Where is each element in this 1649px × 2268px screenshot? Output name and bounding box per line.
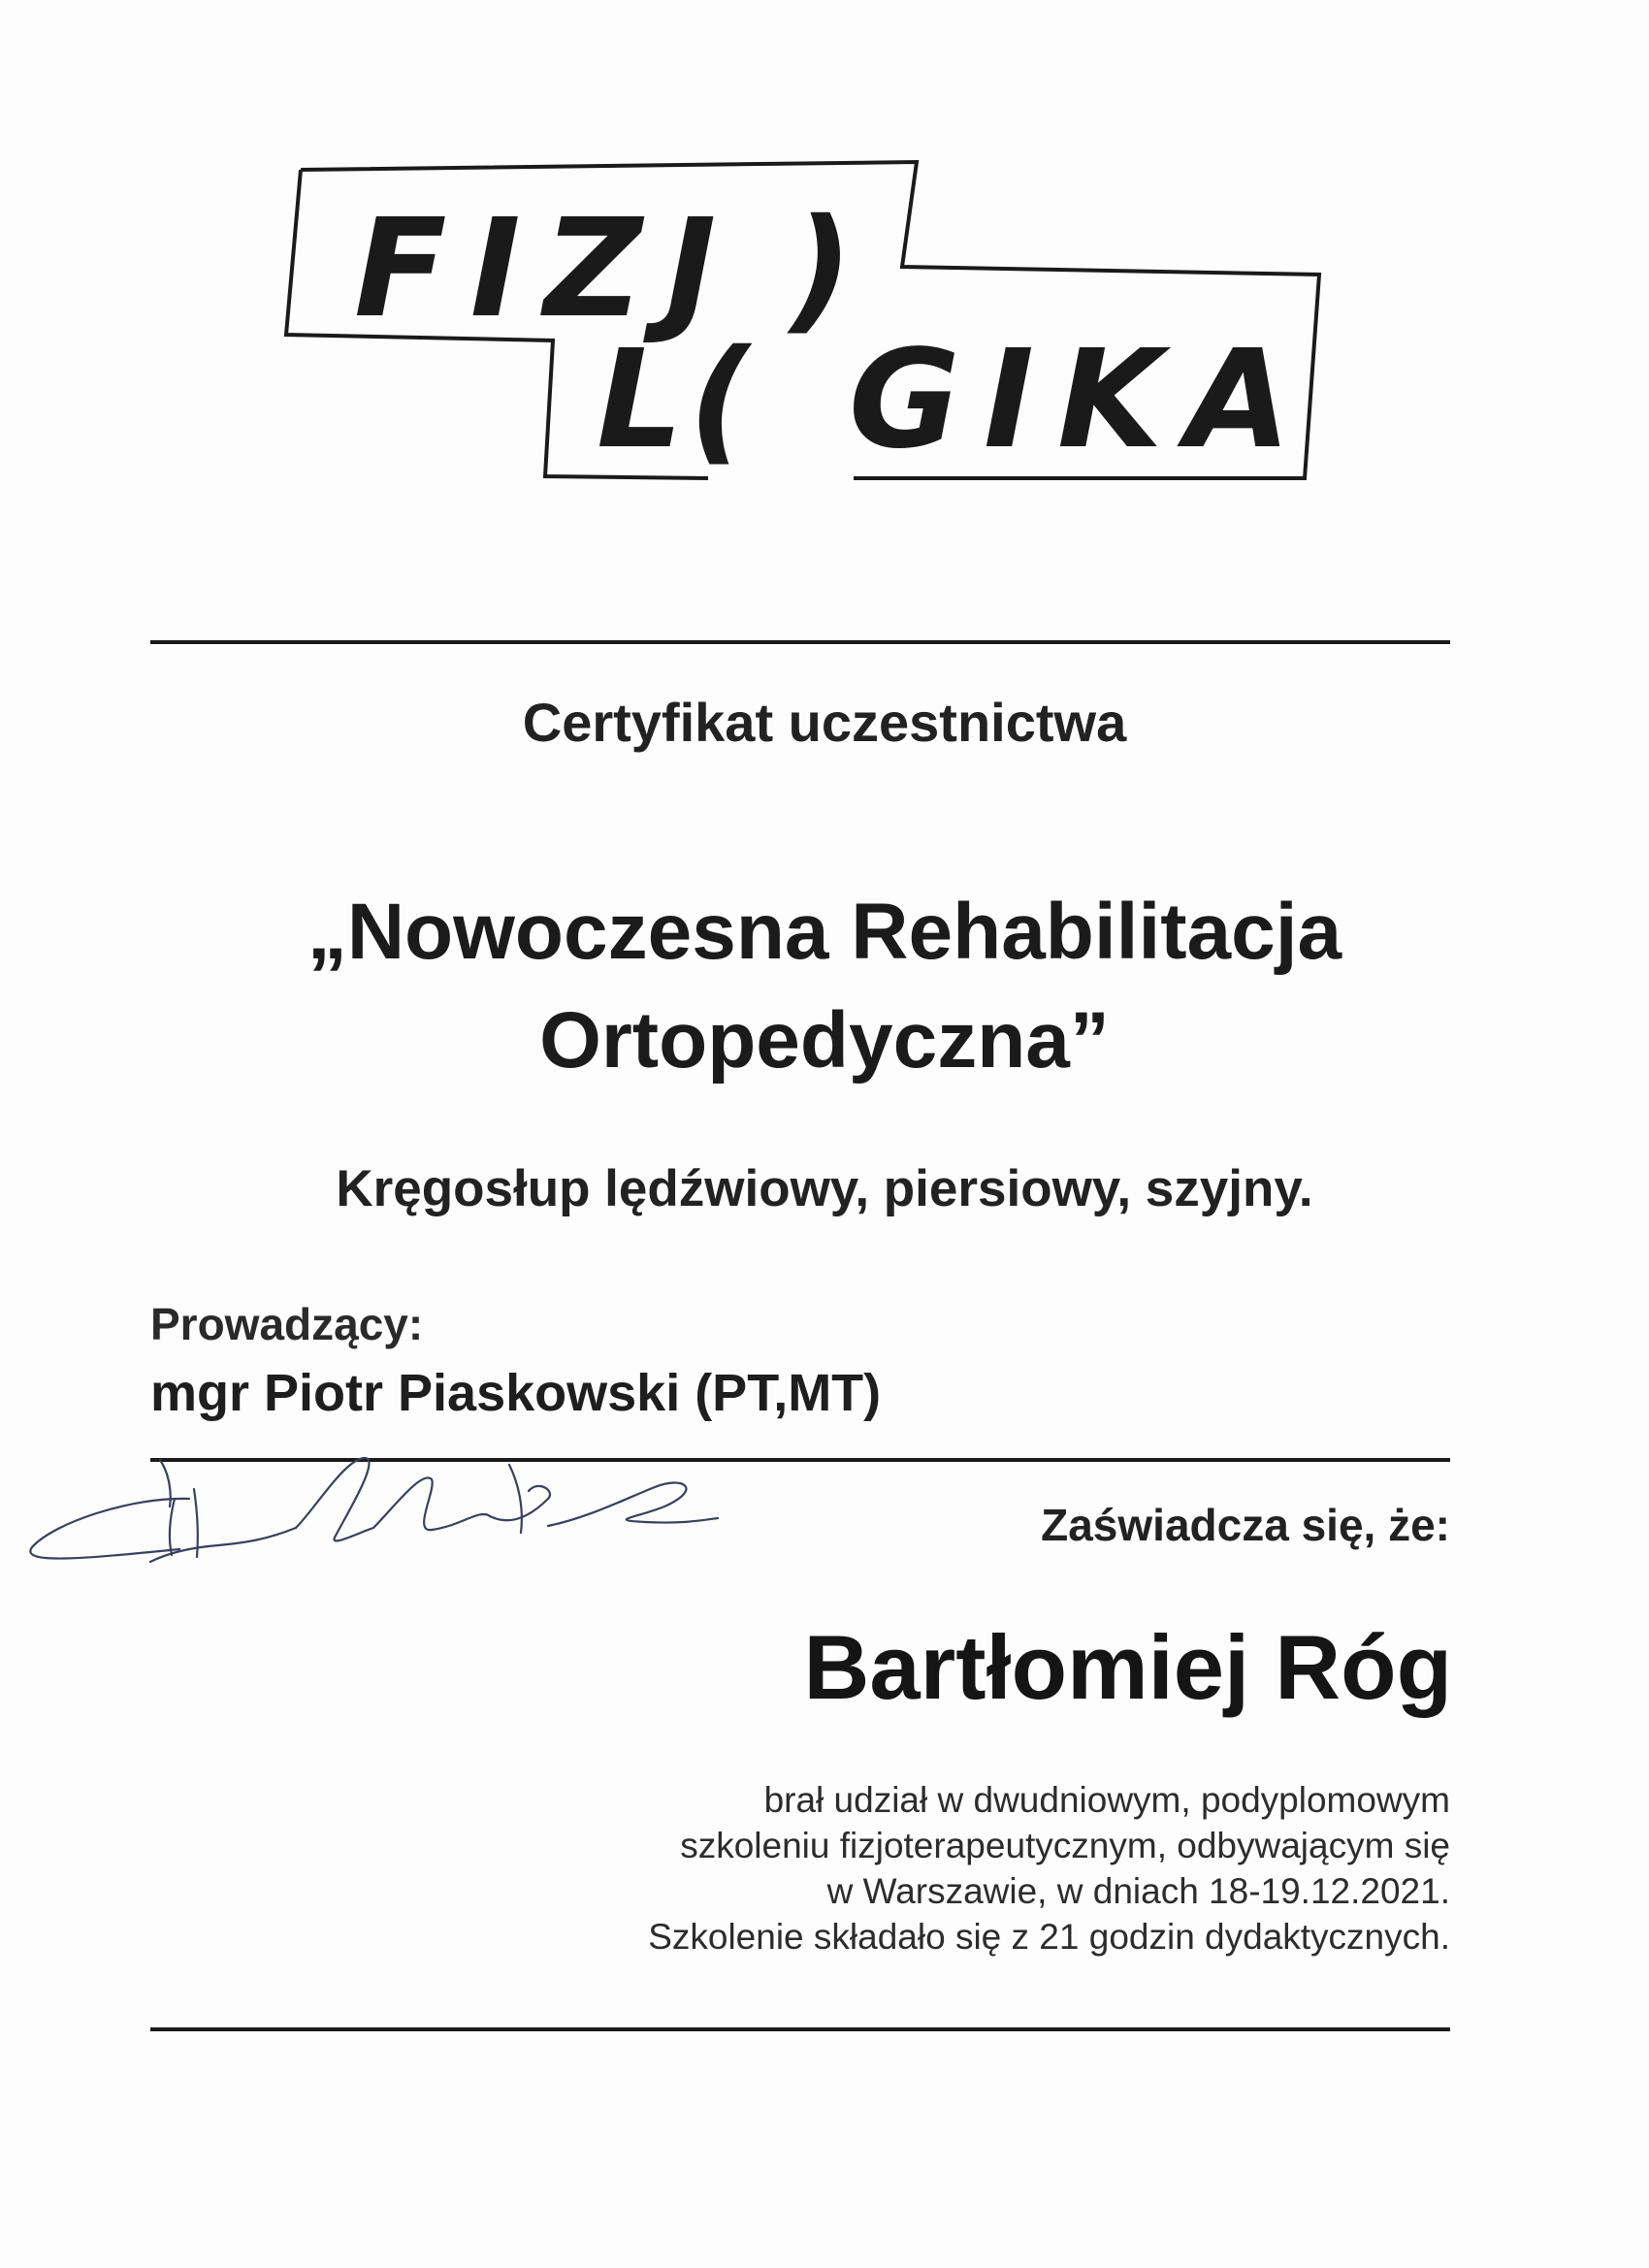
divider-top: [150, 640, 1450, 644]
svg-text:FIZJ: FIZJ: [354, 190, 740, 348]
course-name: [146, 878, 1504, 1095]
svg-text:): ): [791, 190, 853, 348]
course-name-line-2: Ortopedyczna”: [539, 996, 1110, 1085]
certificate-title: Certyfikat uczestnictwa: [522, 692, 1127, 753]
recipient-name: Bartłomiej Róg: [803, 1616, 1452, 1718]
course-subtitle: Kręgosłup lędźwiowy, piersiowy, szyjny.: [336, 1160, 1313, 1217]
certificate-description: [480, 1777, 1450, 1960]
description-line: w Warszawie, w dniach 18-19.12.2021.: [826, 1871, 1450, 1911]
svg-text:GIKA: GIKA: [849, 321, 1314, 479]
course-name-line-1: „Nowoczesna Rehabilitacja: [307, 888, 1342, 976]
handwritten-signature: [24, 1441, 723, 1596]
fizjologika-logo: [262, 150, 1339, 500]
attestation-label: Zaświadcza się, że:: [1041, 1500, 1450, 1550]
instructor-label: Prowadzący:: [150, 1299, 424, 1349]
instructor-name: mgr Piotr Piaskowski (PT,MT): [150, 1364, 882, 1422]
description-line: brał udział w dwudniowym, podyplomowym: [763, 1780, 1450, 1820]
svg-text:(: (: [689, 321, 751, 479]
divider-bottom: [150, 2027, 1450, 2031]
description-line: Szkolenie składało się z 21 godzin dydaktycznych.: [648, 1917, 1450, 1957]
description-line: szkoleniu fizjoterapeutycznym, odbywającym się: [680, 1826, 1450, 1865]
svg-text:L: L: [597, 321, 707, 479]
